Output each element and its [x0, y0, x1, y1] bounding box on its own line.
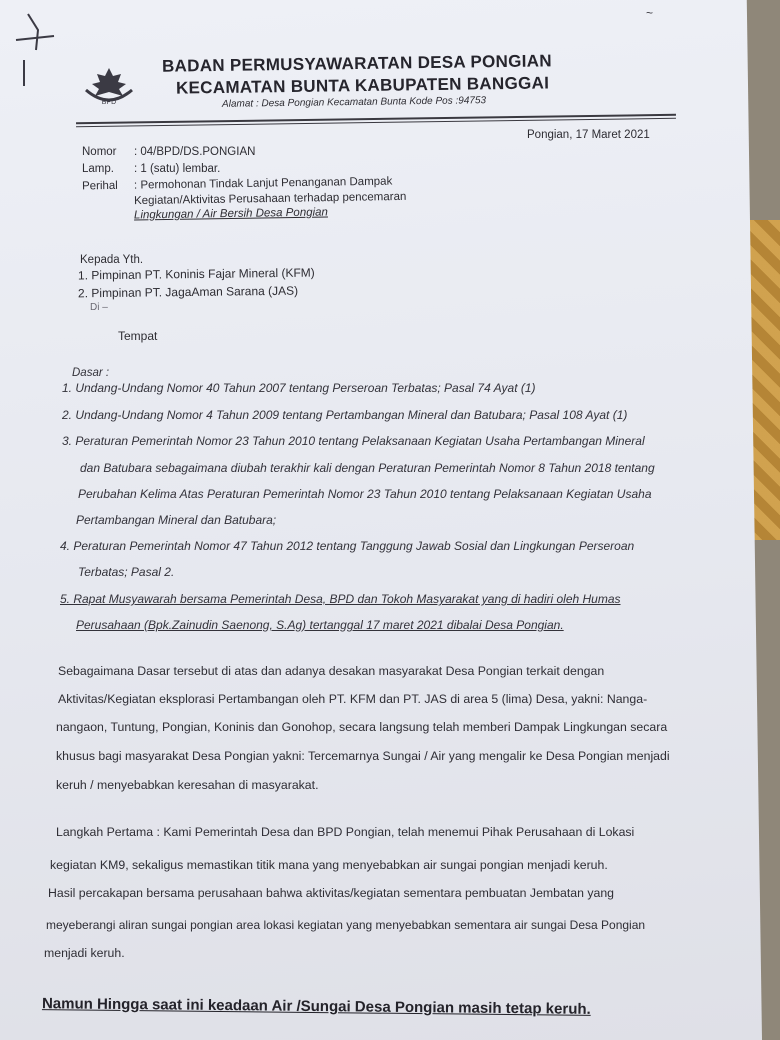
perihal-line-2: Kegiatan/Aktivitas Perusahaan terhadap pencemaran — [133, 190, 407, 208]
paragraph-1-line-3: nangaon, Tuntung, Pongian, Koninis dan Gonohop, secara langsung telah memberi Dampak Lingkungan secara — [56, 720, 668, 734]
dasar-item-5a: 5. Rapat Musyawarah bersama Pemerintah Desa, BPD dan Tokoh Masyarakat yang di hadiri oleh Humas — [60, 592, 621, 606]
dasar-item-3d: Pertambangan Mineral dan Batubara; — [76, 513, 277, 527]
dasar-item-3b: dan Batubara sebagaimana diubah terakhir kali dengan Peraturan Pemerintah Nomor 8 Tahun 2018 tentang — [80, 461, 655, 475]
lamp-label: Lamp. — [82, 163, 114, 175]
nomor-value: : 04/BPD/DS.PONGIAN — [134, 146, 256, 158]
dasar-item-3a: 3. Peraturan Pemerintah Nomor 23 Tahun 2010 tentang Pelaksanaan Kegiatan Usaha Pertambangan Mineral — [62, 434, 645, 448]
perihal-line-3: Lingkungan / Air Bersih Desa Pongian — [133, 206, 329, 222]
perihal-line-1: : Permohonan Tindak Lanjut Penanganan Dampak — [133, 175, 393, 192]
header-line-1: BADAN PERMUSYAWARATAN DESA PONGIAN — [161, 51, 553, 76]
perihal-label: Perihal — [81, 179, 118, 193]
recipient-2: 2. Pimpinan PT. JagaAman Sarana (JAS) — [77, 283, 299, 301]
dasar-item-1: 1. Undang-Undang Nomor 40 Tahun 2007 tentang Perseroan Terbatas; Pasal 74 Ayat (1) — [62, 381, 536, 395]
dasar-item-2: 2. Undang-Undang Nomor 4 Tahun 2009 tentang Pertambangan Mineral dan Batubara; Pasal 108 Ayat (1) — [62, 408, 628, 422]
paragraph-2-line-3: Hasil percakapan bersama perusahaan bahwa aktivitas/kegiatan sementara pembuatan Jembatan yang — [48, 886, 615, 900]
paragraph-2-line-5: menjadi keruh. — [44, 946, 125, 960]
paragraph-1-line-4: khusus bagi masyarakat Desa Pongian yakni: Tercemarnya Sungai / Air yang mengalir ke Desa Pongian menjadi — [56, 749, 670, 763]
nomor-label: Nomor — [82, 146, 117, 158]
paragraph-1-line-1: Sebagaimana Dasar tersebut di atas dan adanya desakan masyarakat Desa Pongian terkait dengan — [58, 664, 605, 678]
paragraph-2-line-2: kegiatan KM9, sekaligus memastikan titik mana yang menyebabkan air sungai pongian menjadi keruh. — [50, 858, 608, 872]
meta-perihal — [82, 176, 392, 193]
kepada-label: Kepada Yth. — [80, 254, 144, 266]
final-statement: Namun Hingga saat ini keadaan Air /Sungai Desa Pongian masih tetap keruh. — [41, 995, 591, 1018]
tempat-label: Tempat — [118, 329, 158, 343]
dasar-item-4a: 4. Peraturan Pemerintah Nomor 47 Tahun 2012 tentang Tanggung Jawab Sosial dan Lingkungan Perseroan — [60, 539, 635, 553]
recipient-1: 1. Pimpinan PT. Koninis Fajar Mineral (KFM) — [77, 265, 315, 283]
meta-lamp — [82, 163, 220, 175]
bpd-logo-icon — [82, 64, 136, 110]
dasar-label: Dasar : — [72, 367, 110, 379]
logo-text: BPD — [101, 99, 117, 106]
pen-mark-icon — [14, 10, 64, 90]
paragraph-1-line-2: Aktivitas/Kegiatan eksplorasi Pertambangan oleh PT. KFM dan PT. JAS di area 5 (lima) Desa, yakni: Nanga- — [58, 692, 648, 706]
paragraph-1-line-5: keruh / menyebabkan keresahan di masyarakat. — [56, 778, 319, 792]
header-line-2: KECAMATAN BUNTA KABUPATEN BANGGAI — [175, 73, 550, 98]
meta-nomor — [82, 146, 255, 158]
lamp-value: : 1 (satu) lembar. — [134, 163, 221, 175]
header-address: Alamat : Desa Pongian Kecamatan Bunta Kode Pos :94753 — [221, 95, 487, 110]
di-label: Di – — [90, 302, 108, 313]
paragraph-2-line-1: Langkah Pertama : Kami Pemerintah Desa dan BPD Pongian, telah menemui Pihak Perusahaan di Lokasi — [56, 825, 635, 839]
paragraph-2-line-4: meyeberangi aliran sungai pongian area lokasi kegiatan yang menyebabkan sementara air sungai Desa Pongian — [46, 918, 646, 932]
dasar-item-5b: Perusahaan (Bpk.Zainudin Saenong, S.Ag) tertanggal 17 maret 2021 dibalai Desa Pongian. — [76, 618, 564, 632]
dasar-item-4b: Terbatas; Pasal 2. — [78, 565, 175, 579]
corner-mark: ~ — [646, 6, 654, 20]
dasar-item-3c: Perubahan Kelima Atas Peraturan Pemerintah Nomor 23 Tahun 2010 tentang Pelaksanaan Kegiatan Usaha — [78, 487, 652, 501]
letter-date: Pongian, 17 Maret 2021 — [527, 129, 650, 141]
